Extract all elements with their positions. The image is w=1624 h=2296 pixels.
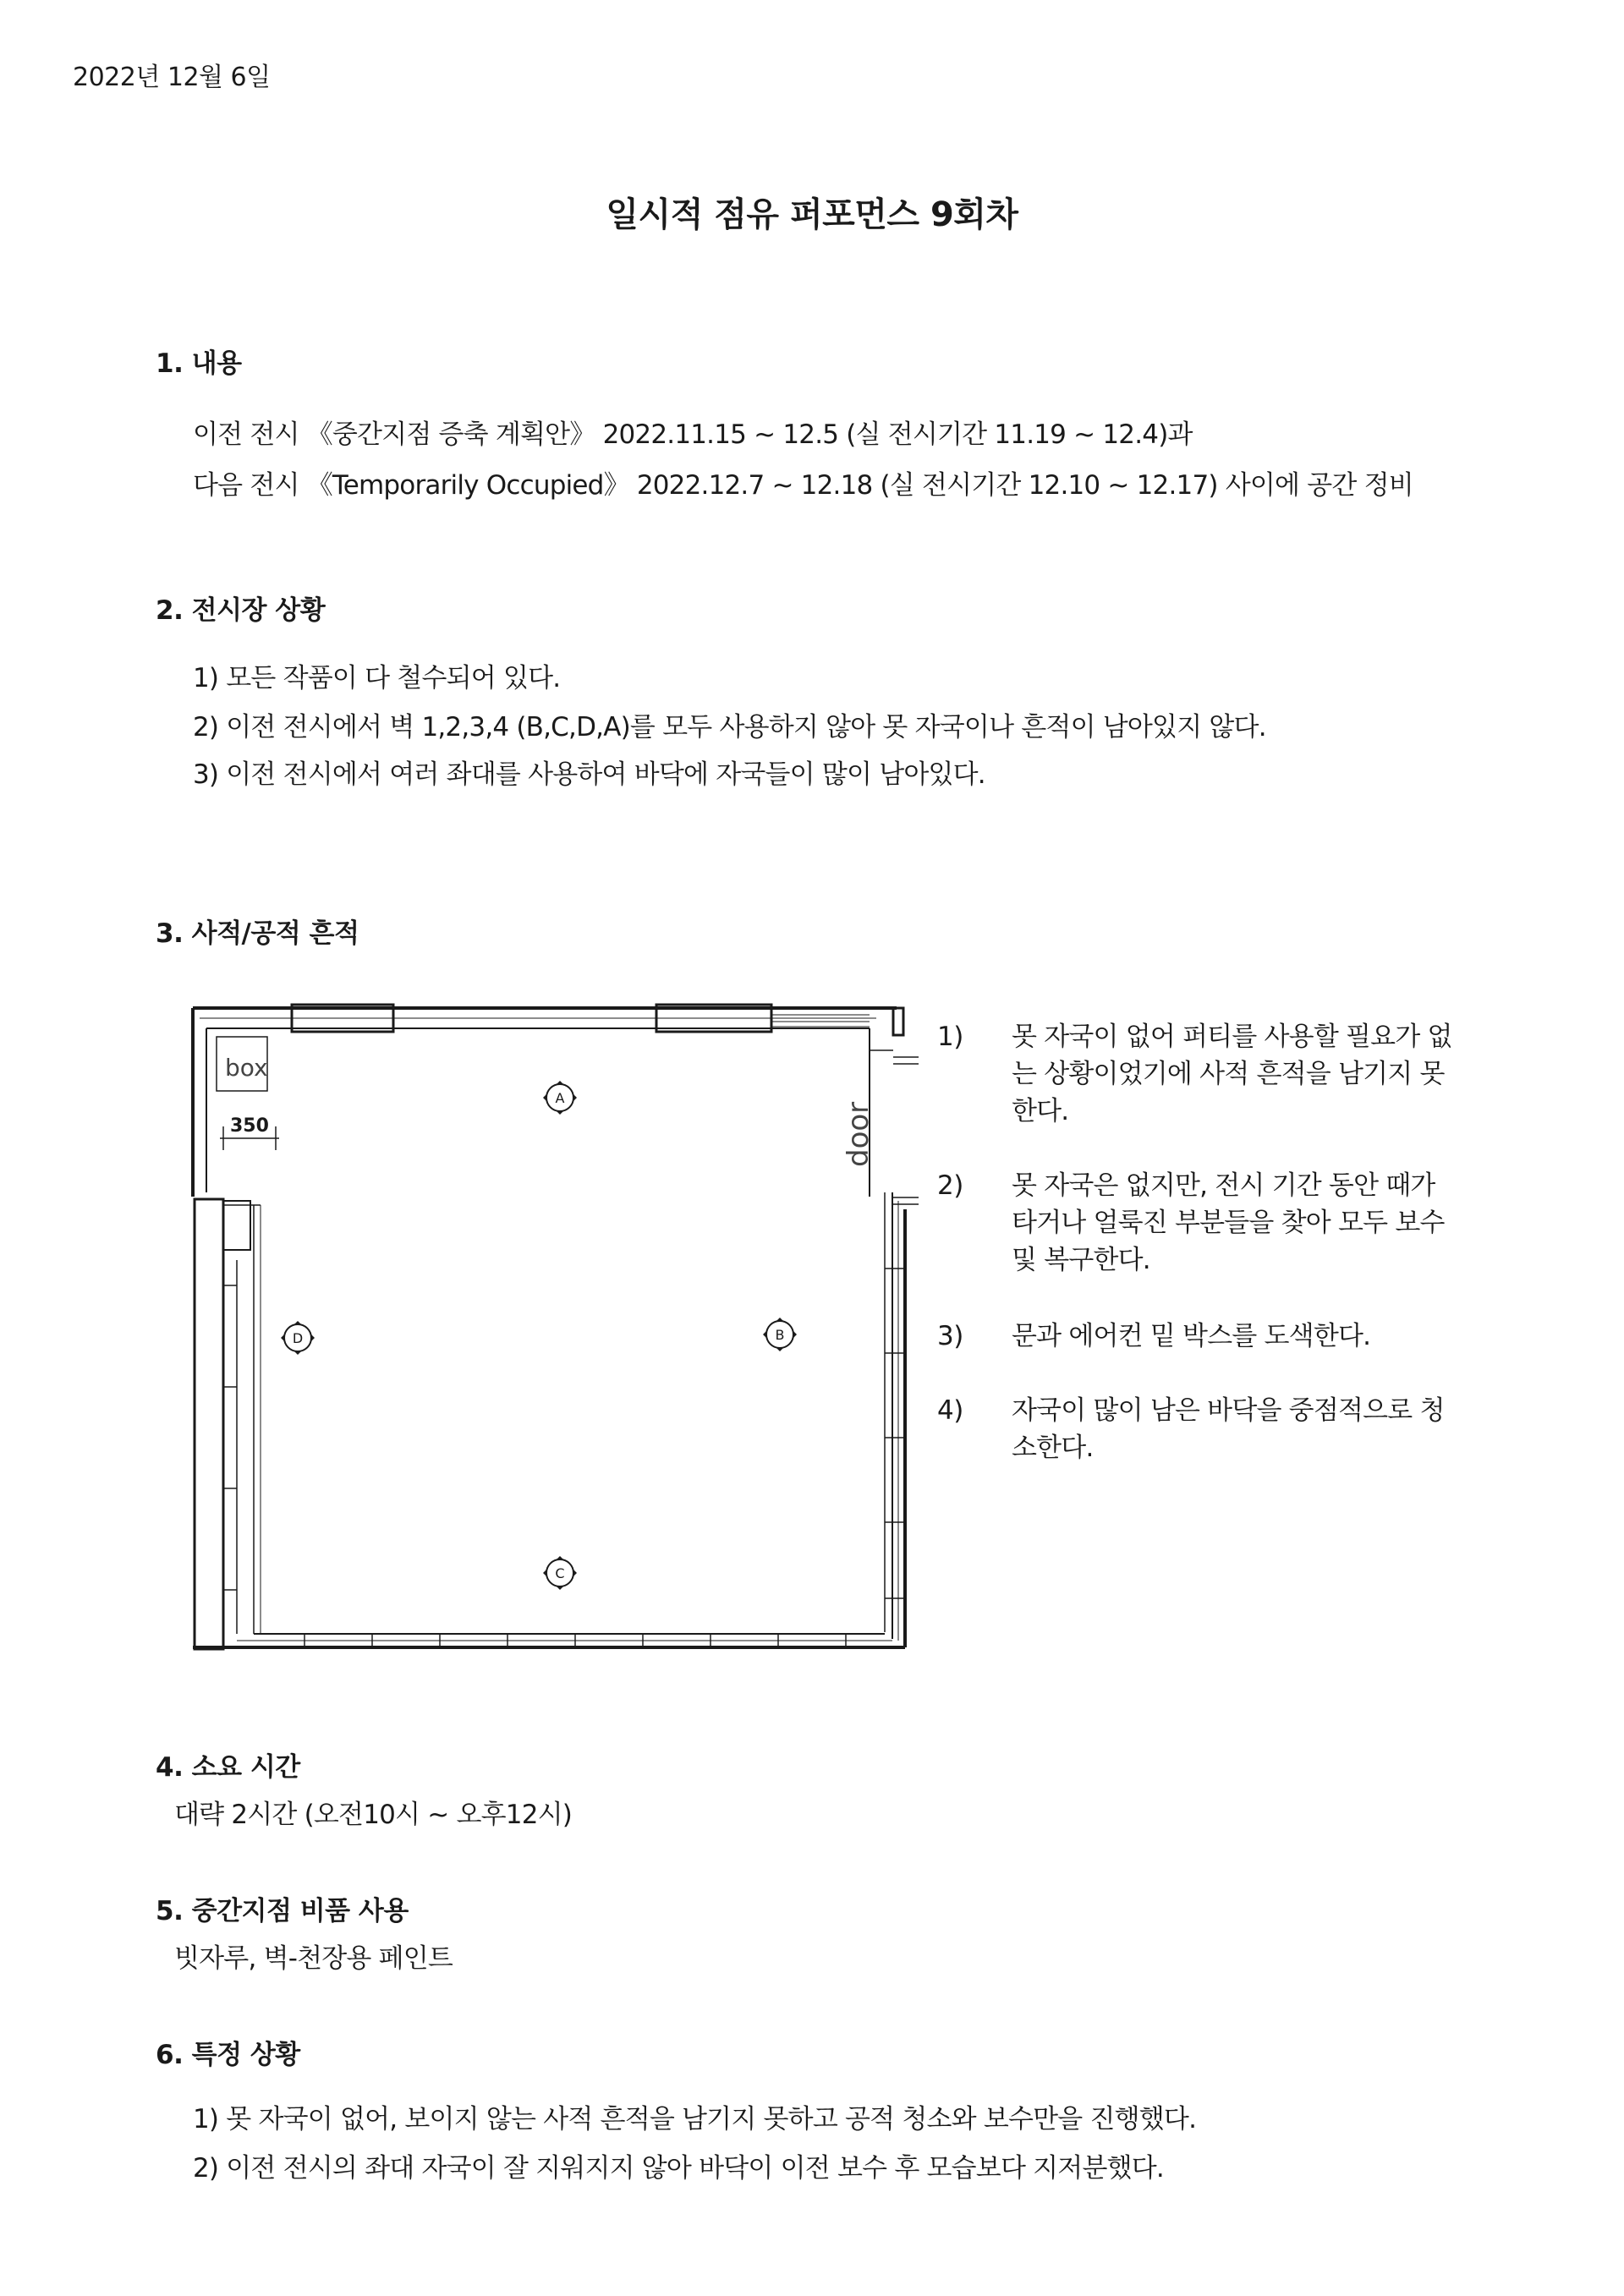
situation-line-3: 3) 이전 전시에서 여러 좌대를 사용하여 바닥에 자국들이 많이 남아있다. (193, 759, 985, 790)
note-text: 자국이 많이 남은 바닥을 중점적으로 청소한다. (1012, 1395, 1445, 1463)
wall-label-b: B (775, 1327, 785, 1343)
note-text: 문과 에어컨 밑 박스를 도색한다. (1012, 1321, 1371, 1351)
wall-marker-c (543, 1556, 577, 1590)
door-label: door (842, 1101, 875, 1167)
section-heading-traces: 3. 사적/공적 흔적 (156, 918, 359, 949)
note-text: 못 자국이 없어 퍼티를 사용할 필요가 없는 상황이었기에 사적 흔적을 남기지 못한다. (1012, 1022, 1452, 1126)
document-title: 일시적 점유 퍼포먼스 9회차 (606, 195, 1018, 234)
note-number: 2) (937, 1170, 963, 1201)
wall-marker-a (543, 1081, 577, 1115)
wall-label-a: A (555, 1090, 565, 1106)
wall-marker-b (763, 1318, 797, 1351)
note-number: 4) (937, 1395, 963, 1426)
supplies-line-1: 빗자루, 벽-천장용 페인트 (174, 1943, 453, 1974)
content-line-2: 다음 전시 《Temporarily Occupied》 2022.12.7 ~ 12.18 (실 전시기간 12.10 ~ 12.17) 사이에 공간 정비 (193, 470, 1413, 501)
section-heading-situation: 2. 전시장 상황 (156, 595, 326, 626)
situation-line-1: 1) 모든 작품이 다 철수되어 있다. (193, 663, 561, 693)
section-heading-content: 1. 내용 (156, 348, 242, 379)
time-line-1: 대략 2시간 (오전10시 ~ 오후12시) (174, 1800, 573, 1830)
section-heading-special: 6. 특정 상황 (156, 2040, 300, 2070)
section-heading-supplies: 5. 중간지점 비품 사용 (156, 1896, 409, 1926)
note-number: 3) (937, 1321, 963, 1351)
wall-label-c: C (555, 1565, 565, 1581)
situation-line-2: 2) 이전 전시에서 벽 1,2,3,4 (B,C,D,A)를 모두 사용하지 않아 못 자국이나 흔적이 남아있지 않다. (193, 712, 1266, 743)
special-line-1: 1) 못 자국이 없어, 보이지 않는 사적 흔적을 남기지 못하고 공적 청소와 보수만을 진행했다. (193, 2104, 1197, 2134)
floor-plan (186, 998, 930, 1658)
box-label: box (225, 1054, 268, 1082)
document-date: 2022년 12월 6일 (73, 63, 271, 92)
dimension-label: 350 (230, 1115, 269, 1137)
note-number: 1) (937, 1022, 963, 1052)
special-line-2: 2) 이전 전시의 좌대 자국이 잘 지워지지 않아 바닥이 이전 보수 후 모습보다 지저분했다. (193, 2153, 1164, 2184)
content-line-1: 이전 전시 《중간지점 증축 계획안》 2022.11.15 ~ 12.5 (실 전시기간 11.19 ~ 12.4)과 (193, 419, 1193, 450)
wall-marker-d (281, 1321, 315, 1355)
section-heading-time: 4. 소요 시간 (156, 1752, 300, 1783)
note-text: 못 자국은 없지만, 전시 기간 동안 때가 타거나 얼룩진 부분들을 찾아 모두 보수 및 복구한다. (1012, 1170, 1445, 1275)
wall-label-d: D (292, 1330, 304, 1346)
